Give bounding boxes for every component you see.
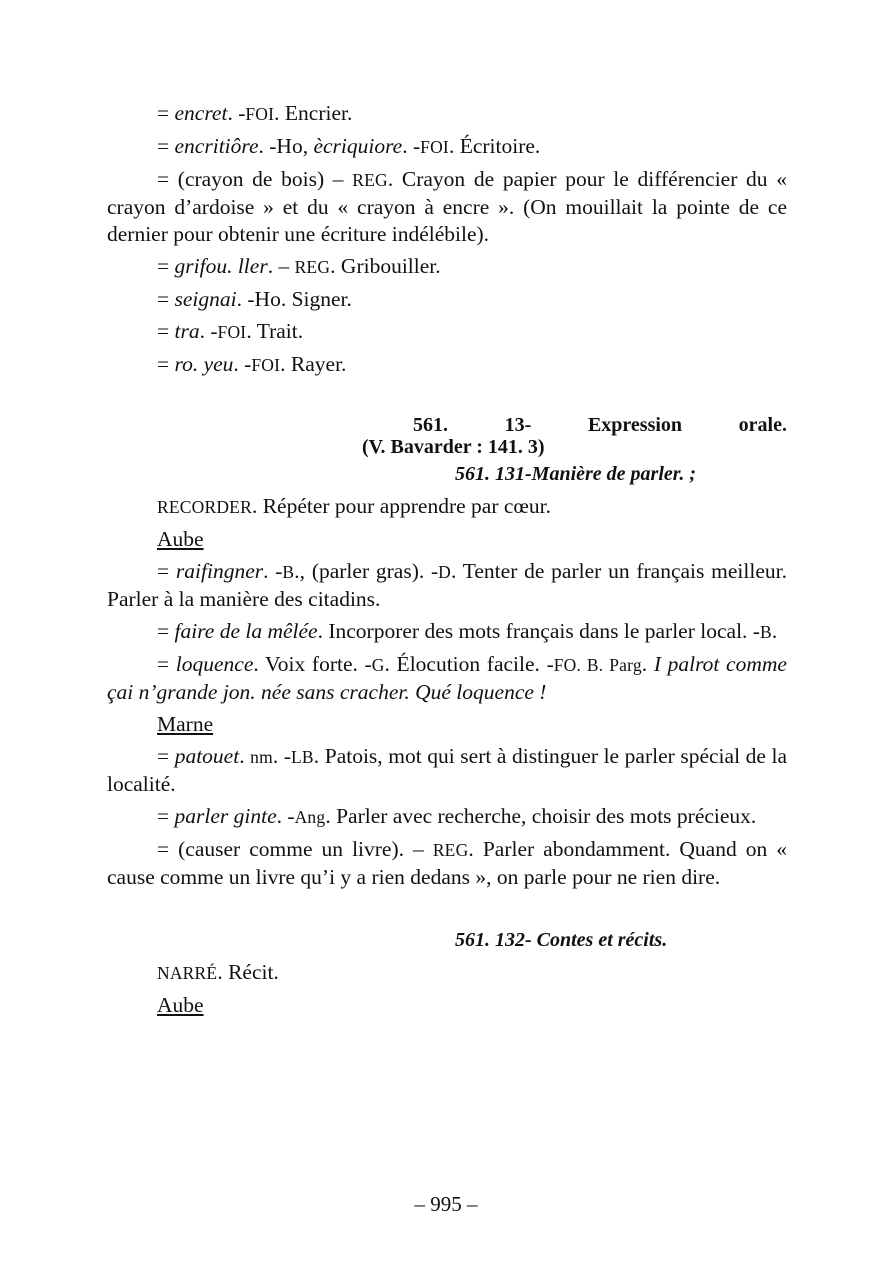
headword: grifou. ller xyxy=(174,254,268,278)
entry-text: . - xyxy=(227,101,246,125)
source-abbrev: B xyxy=(282,562,295,582)
entry-text: = xyxy=(157,744,175,768)
source-abbrev: REG xyxy=(294,257,331,277)
region-name: Marne xyxy=(157,712,214,736)
region-label xyxy=(107,711,787,738)
headword: ro. yeu xyxy=(174,352,234,376)
entry-text: , xyxy=(302,134,314,158)
entry-text: = (causer comme un livre). – xyxy=(157,837,433,861)
headword: faire de la mêlée xyxy=(174,619,318,643)
headword: loquence xyxy=(175,652,254,676)
entry-text: = xyxy=(157,652,176,676)
entry-text: = (crayon de bois) – xyxy=(157,167,353,191)
entry-encret xyxy=(107,100,787,128)
region-name: Aube xyxy=(157,993,204,1017)
region-label xyxy=(107,992,787,1019)
headword: seignai xyxy=(174,287,237,311)
source-abbrev: B xyxy=(759,622,772,642)
source-abbrev: REG xyxy=(432,840,469,860)
entry-text: = xyxy=(157,619,175,643)
source-abbrev: FOI xyxy=(420,137,449,157)
entry-text: = xyxy=(157,559,176,583)
entry-encritiore xyxy=(107,133,787,161)
source-abbrev: Ho xyxy=(254,287,281,311)
entry-text: = xyxy=(157,352,175,376)
document-page xyxy=(107,100,787,1024)
source-abbrev: REG xyxy=(352,170,388,190)
entry-text: . Répéter pour apprendre par cœur. xyxy=(251,494,552,518)
subsection-heading: 561. 131-Manière de parler. ; xyxy=(455,463,697,485)
headword: patouet xyxy=(174,744,240,768)
entry-text: . xyxy=(239,744,251,768)
source-abbrev: FOI xyxy=(217,322,247,342)
entry-text: . - xyxy=(199,319,218,343)
entry-narre xyxy=(107,959,787,987)
entry-raifingner xyxy=(107,558,787,613)
source-abbrev: FO. B. Parg xyxy=(553,655,642,675)
entry-text: . Trait. xyxy=(246,319,304,343)
headword: tra xyxy=(174,319,200,343)
source-abbrev: Ang xyxy=(294,807,326,827)
entry-tra xyxy=(107,318,787,346)
entry-text: . Élocution facile. - xyxy=(384,652,554,676)
entry-royeu xyxy=(107,351,787,379)
source-abbrev: G xyxy=(371,655,385,675)
entry-text: . Écritoire. xyxy=(448,134,541,158)
entry-text: . - xyxy=(236,287,255,311)
section-heading-crossref: (V. Bavarder : 141. 3) xyxy=(362,436,545,458)
entry-text: = xyxy=(157,319,175,343)
entry-text: ., (parler gras). - xyxy=(294,559,439,583)
entry-text: . xyxy=(771,619,778,643)
entry-seignai xyxy=(107,286,787,313)
entry-text: . Récit. xyxy=(217,960,279,984)
headword: encret xyxy=(174,101,228,125)
entry-text: . - xyxy=(276,804,295,828)
grammar-abbrev: nm xyxy=(250,747,273,767)
source-abbrev: D xyxy=(438,562,451,582)
subsection-heading: 561. 132- Contes et récits. xyxy=(455,929,668,951)
entry-grifouller xyxy=(107,253,787,281)
entry-text: . Patois, mot qui sert à distinguer le parler spécial de la localité. xyxy=(107,744,787,796)
entry-text: . Crayon de papier pour le différencier du « crayon d’ardoise » et du « crayon à encre ». (On mouillait la pointe de ce dernier pour obtenir une écriture indélébile). xyxy=(107,167,787,246)
entry-text: . - xyxy=(233,352,252,376)
entry-text: = xyxy=(157,804,175,828)
entry-crayon xyxy=(107,166,787,248)
entry-causer-comme-un-livre xyxy=(107,836,787,891)
headword: ècriquiore xyxy=(313,134,403,158)
section-heading: 561. 13- Expression orale. xyxy=(413,414,787,436)
entry-text: . – xyxy=(267,254,295,278)
entry-text: . Gribouiller. xyxy=(330,254,441,278)
headword: parler ginte xyxy=(174,804,277,828)
source-abbrev: LB xyxy=(291,747,314,767)
entry-text: . - xyxy=(272,744,292,768)
entry-text: . Encrier. xyxy=(274,101,353,125)
entry-text: . xyxy=(641,652,654,676)
source-abbrev: Ho xyxy=(276,134,303,158)
entry-text: = xyxy=(157,254,175,278)
entry-text: . - xyxy=(402,134,421,158)
entry-text: = xyxy=(157,134,175,158)
entry-faire-de-la-melee xyxy=(107,618,787,646)
entry-text: . Rayer. xyxy=(280,352,347,376)
source-abbrev: FOI xyxy=(251,355,281,375)
entry-text: . Parler abondamment. Quand on « cause comme un livre qu’i y a rien dedans », on parle pour ne rien dire. xyxy=(107,837,788,889)
entry-patouet xyxy=(107,743,787,798)
entry-text: . - xyxy=(258,134,277,158)
entry-text: = xyxy=(157,101,175,125)
entry-recorder xyxy=(107,493,787,521)
entry-text: = xyxy=(157,287,175,311)
headword: encritiôre xyxy=(174,134,259,158)
region-label xyxy=(107,526,787,553)
region-name: Aube xyxy=(157,527,204,551)
entry-text: . Incorporer des mots français dans le parler local. - xyxy=(317,619,760,643)
entry-text: . Parler avec recherche, choisir des mots précieux. xyxy=(325,804,757,828)
example-quote: I palrot comme çai n’grande jon. née sans cracher. Qué loquence ! xyxy=(107,652,787,704)
entry-loquence xyxy=(107,651,787,706)
entry-text: . Voix forte. - xyxy=(253,652,372,676)
source-abbrev: FOI xyxy=(245,104,275,124)
headword: raifingner xyxy=(175,559,264,583)
entry-text: . Signer. xyxy=(280,287,352,311)
entry-text: . - xyxy=(263,559,283,583)
page-number: – 995 – xyxy=(414,1192,478,1216)
entry-parler-ginte xyxy=(107,803,787,831)
headword-smallcaps: RECORDER xyxy=(157,497,252,517)
entry-text: . Tenter de parler un français meilleur. Parler à la manière des citadins. xyxy=(107,559,787,611)
headword-smallcaps: NARRÉ xyxy=(157,963,218,983)
